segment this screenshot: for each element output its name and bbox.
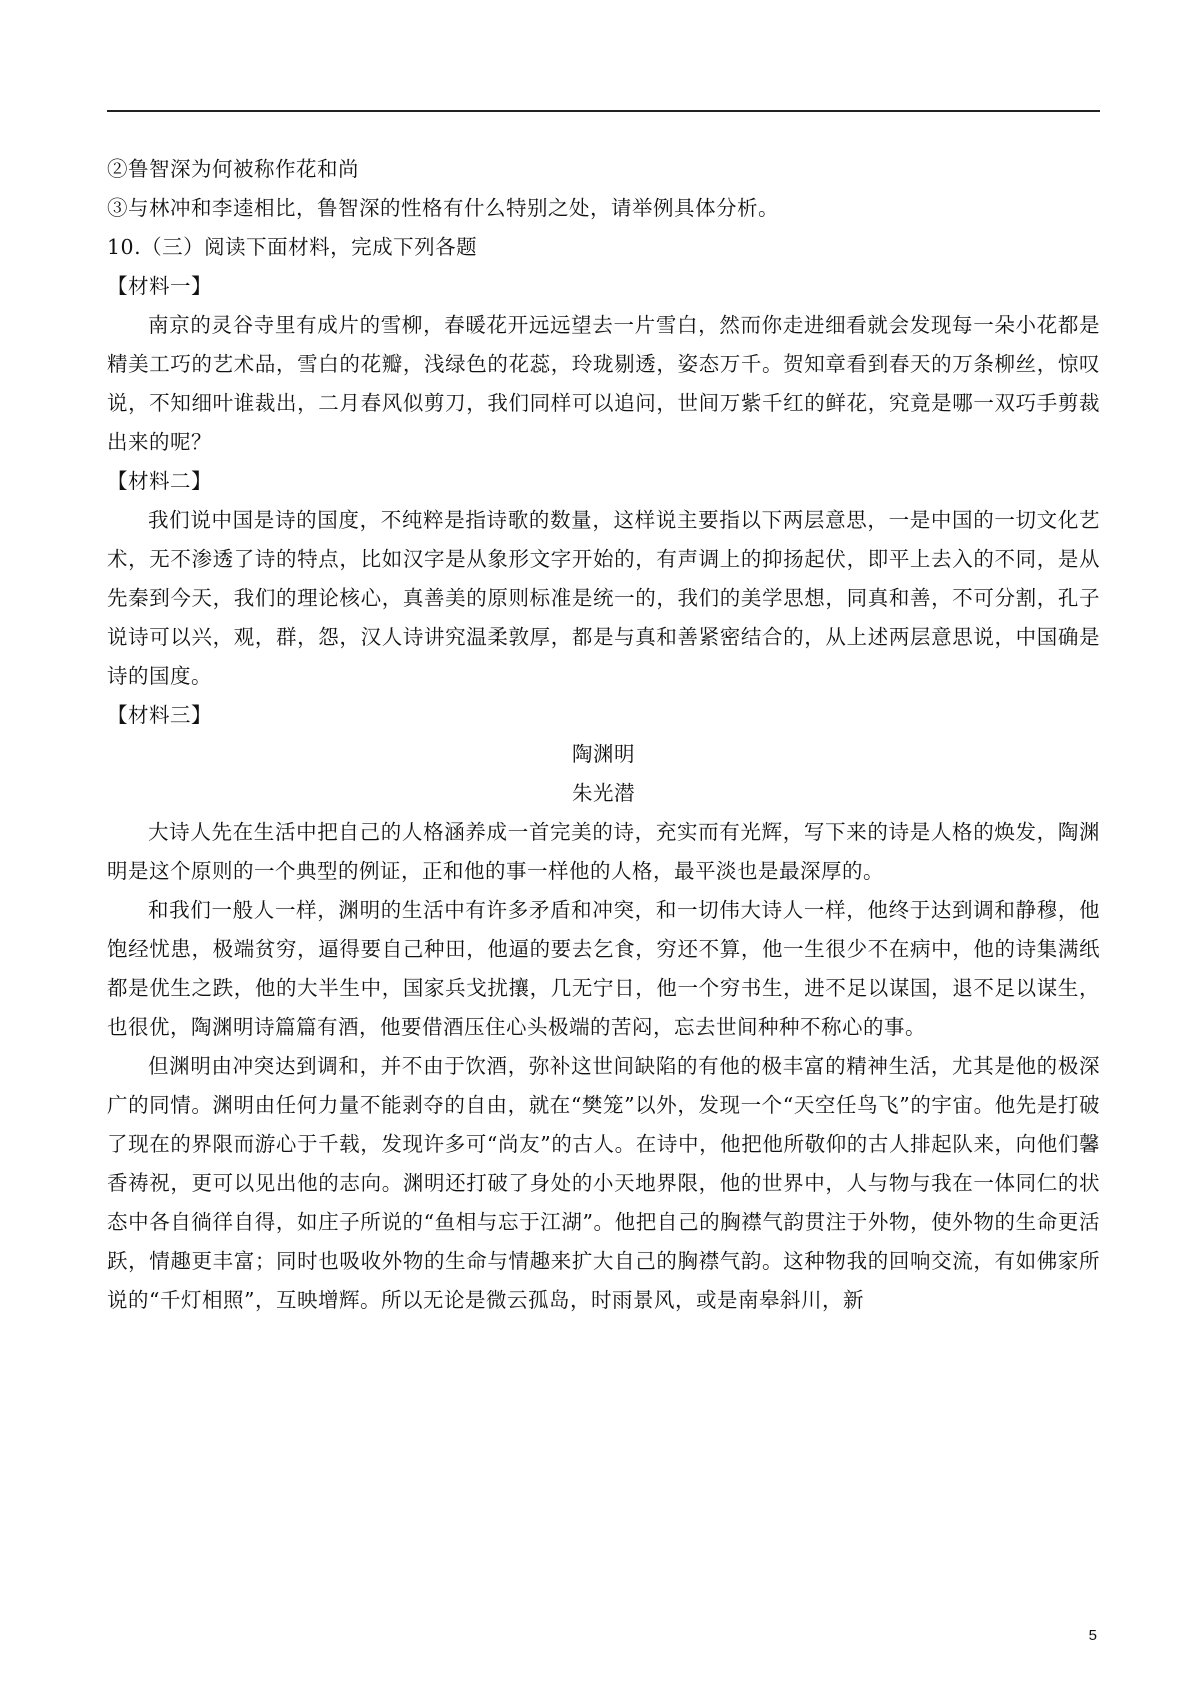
material2-heading: 【材料二】 <box>107 469 212 493</box>
q9-subquestion-3: ③与林冲和李逵相比，鲁智深的性格有什么特别之处，请举例具体分析。 <box>107 196 779 220</box>
material3-author: 朱光潜 <box>572 781 635 805</box>
material3-title: 陶渊明 <box>572 742 635 766</box>
material3-paragraph: 和我们一般人一样，渊明的生活中有许多矛盾和冲突，和一切伟大诗人一样，他终于达到调和静穆，他饱经忧患，极端贫穷，逼得要自己种田，他逼的要去乞食，穷还不算，他一生很少不在病中，他的诗集满纸都是优生之跌，他的大半生中，国家兵戈扰攘，几无宁日，他一个穷书生，进不足以谋国，退不足以谋生，也很优，陶渊明诗篇篇有酒，他要借酒压住心头极端的苦闷，忘去世间种种不称心的事。 <box>107 898 1100 1039</box>
q10-stem: 10.（三）阅读下面材料，完成下列各题 <box>107 235 478 259</box>
header-rule <box>107 110 1100 112</box>
material2-text: 我们说中国是诗的国度，不纯粹是指诗歌的数量，这样说主要指以下两层意思，一是中国的一切文化艺术，无不渗透了诗的特点，比如汉字是从象形文字开始的，有声调上的抑扬起伏，即平上去入的不同，是从先秦到今天，我们的理论核心，真善美的原则标准是统一的，我们的美学思想，同真和善，不可分割，孔子说诗可以兴，观，群，怨，汉人诗讲究温柔敦厚，都是与真和善紧密结合的，从上述两层意思说，中国确是诗的国度。 <box>107 508 1100 688</box>
material3-heading: 【材料三】 <box>107 703 212 727</box>
q9-subquestion-2: ②鲁智深为何被称作花和尚 <box>107 157 359 181</box>
material1-heading: 【材料一】 <box>107 274 212 298</box>
page-content <box>107 150 1100 1320</box>
page-number: 5 <box>1088 1627 1097 1644</box>
material3-paragraph: 大诗人先在生活中把自己的人格涵养成一首完美的诗，充实而有光辉，写下来的诗是人格的焕发，陶渊明是这个原则的一个典型的例证，正和他的事一样他的人格，最平淡也是最深厚的。 <box>107 820 1100 883</box>
material1-text: 南京的灵谷寺里有成片的雪柳，春暖花开远远望去一片雪白，然而你走进细看就会发现每一朵小花都是精美工巧的艺术品，雪白的花瓣，浅绿色的花蕊，玲珑剔透，姿态万千。贺知章看到春天的万条柳丝，惊叹说，不知细叶谁裁出，二月春风似剪刀，我们同样可以追问，世间万紫千红的鲜花，究竟是哪一双巧手剪裁出来的呢？ <box>107 313 1100 454</box>
material3-paragraph: 但渊明由冲突达到调和，并不由于饮酒，弥补这世间缺陷的有他的极丰富的精神生活，尤其是他的极深广的同情。渊明由任何力量不能剥夺的自由，就在“樊笼”以外，发现一个“天空任鸟飞”的宇宙。他先是打破了现在的界限而游心于千载，发现许多可“尚友”的古人。在诗中，他把他所敬仰的古人排起队来，向他们馨香祷祝，更可以见出他的志向。渊明还打破了身处的小天地界限，他的世界中，人与物与我在一体同仁的状态中各自徜徉自得，如庄子所说的“鱼相与忘于江湖”。他把自己的胸襟气韵贯注于外物，使外物的生命更活跃，情趣更丰富；同时也吸收外物的生命与情趣来扩大自己的胸襟气韵。这种物我的回响交流，有如佛家所说的“千灯相照”，互映增辉。所以无论是微云孤岛，时雨景风，或是南皋斜川，新 <box>107 1054 1100 1312</box>
